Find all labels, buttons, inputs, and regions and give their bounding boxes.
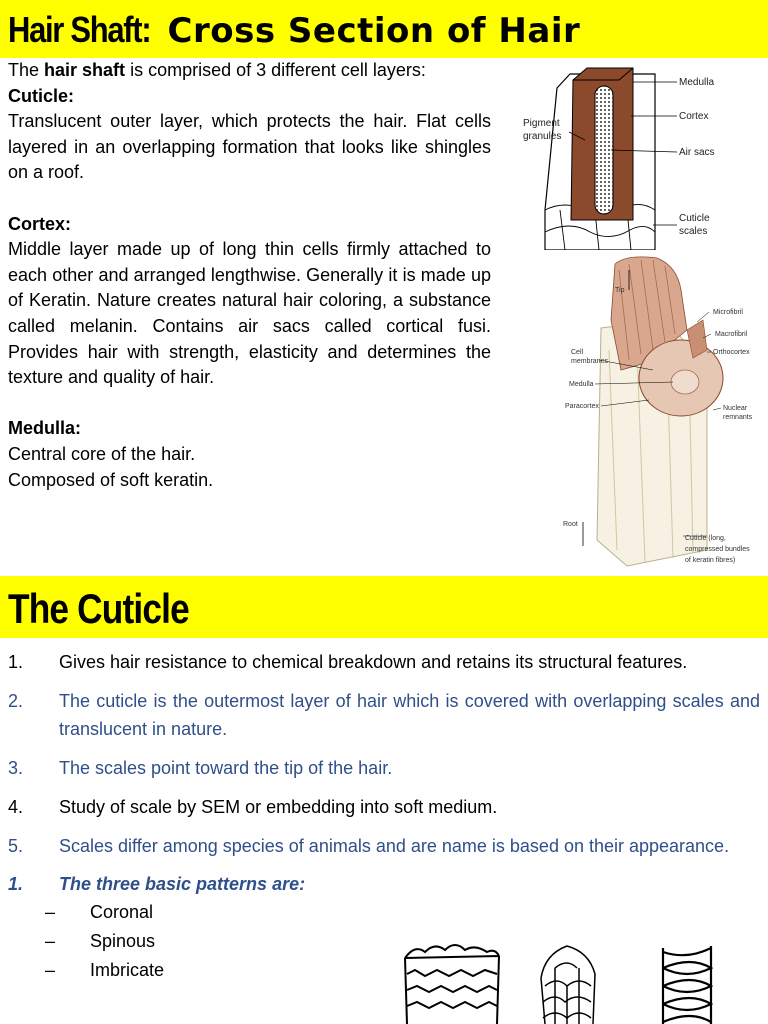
label-medulla: Medulla (679, 77, 715, 88)
cuticle-heading: Cuticle: (8, 85, 75, 106)
label-granules: granules (523, 131, 562, 142)
label-root: Root (563, 521, 578, 528)
label-cortex: Cortex (679, 111, 709, 122)
coronal-pattern (405, 945, 499, 1024)
label-tip: Tip (615, 287, 625, 294)
label-scales: scales (679, 226, 708, 237)
pattern-coronal: – Coronal (45, 902, 154, 922)
label-macrofibril: Macrofibril (715, 331, 748, 338)
page-title: Hair Shaft: Cross Section of Hair (8, 9, 581, 51)
list-item: 5. Scales differ among species of animals and are name is based on their appearance. (8, 836, 730, 856)
label-cuticle-long: Cuticle (long, (685, 535, 726, 542)
patterns-heading: 1. The three basic patterns are: (8, 874, 306, 894)
intro-text: The hair shaft is comprised of 3 different cell layers: (8, 60, 426, 80)
hair-fibre-structure-figure (557, 250, 768, 572)
label-compressed: compressed bundles (685, 546, 750, 553)
pattern-imbricate: – Imbricate (45, 960, 165, 980)
list-item: 3. The scales point toward the tip of the hair. (8, 758, 393, 778)
cortex-text: Middle layer made up of long thin cells firmly attached to each other and arranged lengthwise. Generally it is made up of Keratin. Nature creates natural hair coloring, a substance called melanin. Contains air sacs called cortical fusi. Provides hair with strength, elasticity and determines the texture and quality of hair. (8, 239, 491, 388)
cortex-heading: Cortex: (8, 213, 72, 234)
label-paracortex: Paracortex (565, 403, 599, 410)
cuticle-facts-list (8, 648, 760, 985)
label-remnants: remnants (723, 414, 753, 421)
hair-shaft-description (8, 58, 491, 493)
label-membranes: membranes (571, 358, 608, 365)
label-air-sacs: Air sacs (679, 147, 715, 158)
pattern-spinous: – Spinous (45, 931, 156, 951)
list-item: 4. Study of scale by SEM or embedding into soft medium. (8, 797, 498, 817)
label-cell: Cell (571, 349, 584, 356)
medulla-line-2: Composed of soft keratin. (8, 469, 214, 490)
cuticle-text: Translucent outer layer, which protects the hair. Flat cells layered in an overlapping formation that looks like shingles on a roof. (8, 111, 491, 183)
label-keratin-fibres: of keratin fibres) (685, 557, 736, 564)
list-item: 1. Gives hair resistance to chemical breakdown and retains its structural features. (8, 652, 688, 672)
label-nuclear: Nuclear (723, 405, 748, 412)
medulla-core (595, 86, 613, 214)
label-cuticle: Cuticle (679, 213, 710, 224)
imbricate-pattern (663, 946, 711, 1024)
label-orthocortex: Orthocortex (713, 349, 750, 356)
label-pigment: Pigment (523, 118, 560, 129)
medulla-line-1: Central core of the hair. (8, 443, 196, 464)
spinous-pattern (541, 946, 595, 1024)
label-medulla-2: Medulla (569, 381, 594, 388)
medulla-heading: Medulla: (8, 418, 82, 439)
label-microfibril: Microfibril (713, 309, 743, 316)
hair-cross-section-figure (515, 60, 768, 250)
section-title: The Cuticle (8, 585, 189, 632)
scale-patterns-figure (395, 938, 768, 1024)
list-item: 2. The cuticle is the outermost layer of hair which is covered with overlapping scales and translucent in nature. (8, 691, 760, 739)
